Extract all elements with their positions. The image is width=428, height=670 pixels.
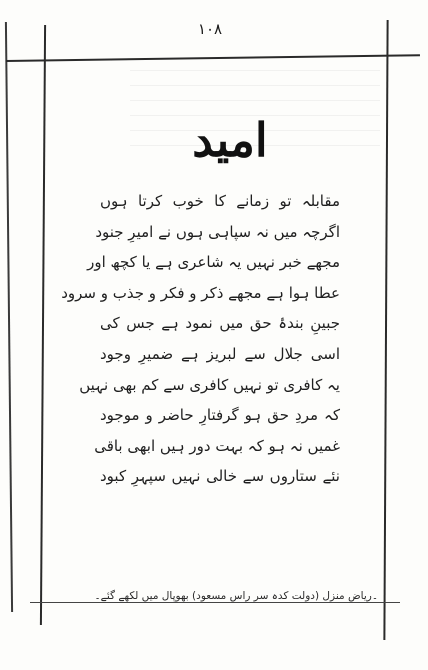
frame-rule-right — [383, 20, 388, 640]
paper-edge — [5, 22, 13, 612]
poem-verses — [61, 186, 340, 492]
page-number: ۱۰۸ — [197, 20, 223, 38]
footnote-rule — [30, 602, 400, 603]
verse-line: غمیں نہ ہو کہ بہت دور ہیں ابھی باقی — [94, 436, 340, 455]
verse-line: مقابلہ تو زمانے کا خوب کرتا ہوں — [100, 192, 340, 210]
footnote: ۔ریاض منزل (دولت کدہ سر راس مسعود) بھوپال میں لکھے گئے۔ — [94, 590, 378, 602]
verse-line: مجھے خبر نہیں یہ شاعری ہے یا کچھ اور — [87, 253, 340, 272]
frame-rule-left — [40, 25, 46, 625]
verse-line: نئے ستاروں سے خالی نہیں سپہرِ کبود — [100, 467, 340, 486]
poem-title: امید — [192, 113, 268, 167]
frame-rule-top — [6, 54, 420, 62]
verse-line: جبینِ بندۂ حق میں نمود ہے جس کی — [100, 314, 340, 333]
verse-line: اسی جلال سے لبریز ہے ضمیرِ وجود — [100, 344, 340, 363]
verse-line: یہ کافری تو نہیں کافری سے کم بھی نہیں — [79, 375, 340, 394]
verse-line: کہ مردِ حق ہو گرفتارِ حاضر و موجود — [100, 406, 340, 425]
verse-line: عطا ہوا ہے مجھے ذکر و فکر و جذب و سرود — [61, 283, 340, 302]
verse-line: اگرچہ میں نہ سپاہی ہوں نے امیرِ جنود — [95, 222, 340, 241]
